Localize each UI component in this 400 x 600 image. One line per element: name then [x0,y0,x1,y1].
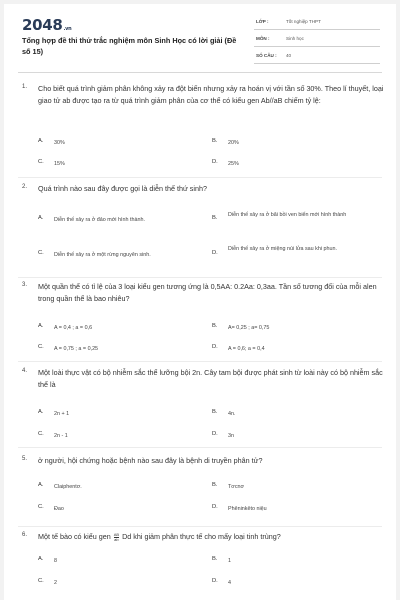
option-text: 25% [228,161,239,167]
option-letter: B. [212,138,218,144]
genotype-fraction [114,533,119,542]
option-text: 1 [228,558,231,564]
option-letter: C. [38,344,44,350]
question-6 [4,532,396,598]
fraction-denominator: ab [114,536,119,542]
option-text: Đao [54,506,64,512]
option-letter: C. [38,159,44,165]
option-text: 2n + 1 [54,411,70,417]
option-letter: D. [212,159,218,165]
question-number: 3. [22,282,28,288]
document-title: Tổng hợp đề thi thử trắc nghiệm môn Sinh Học có lời giải (Đề số 15) [22,36,237,56]
question-text: ở người, hội chứng hoặc bệnh nào sau đây là bệnh di truyền phân tử? [38,456,263,465]
option-text: A= 0,25 ; a= 0,75 [228,325,270,331]
option-letter: B. [212,482,218,488]
question-text-before: Một tế bào có kiểu gen [38,532,111,541]
meta-value: Sinh học [286,36,304,41]
question-5 [4,456,396,522]
header-divider [18,72,382,73]
question-number: 4. [22,368,28,374]
option-text: Diễn thế xảy ra ở miệng núi lửa sau khi phun. [228,246,338,252]
option-letter: C. [38,578,44,584]
document-page [4,4,396,600]
option-text: Tơcnơ [228,484,245,490]
question-number: 2. [22,184,28,190]
option-letter: C. [38,250,44,256]
option-letter: B. [212,556,218,562]
option-text: Diễn thế xảy ra ở bãi bồi ven biển mới hình thành [228,212,347,218]
meta-label: LỚP : [256,19,269,24]
option-text: 20% [228,140,239,146]
option-letter: D. [212,504,218,510]
question-separator [18,361,382,362]
question-number: 5. [22,456,28,462]
option-text: 4n. [228,411,236,417]
option-letter: A. [38,482,44,488]
question-text: Cho biết quá trình giảm phân không xảy ra đột biến nhưng xảy ra hoán vị với tần số 30%. Theo lí thuyết, loại giao tử ab được tạo ra từ quá trình giảm phân của cơ thể có kiểu gen Ab//aB chiếm tỷ lệ: [38,84,384,105]
question-separator [18,447,382,448]
meta-label: MÔN : [256,36,270,41]
meta-row-count [254,50,380,64]
question-text: Một quần thể có tỉ lệ của 3 loại kiểu gen tương ứng là 0,5AA: 0.2Aa: 0,3aa. Tần số tương đối của mỗi alen trong quần thể là bao nhiêu? [38,282,377,303]
option-letter: C. [38,504,44,510]
option-letter: A. [38,323,44,329]
question-separator [18,177,382,178]
question-separator [18,277,382,278]
meta-value: 40 [286,53,292,58]
option-letter: D. [212,344,218,350]
question-1 [4,84,396,174]
option-letter: A. [38,409,44,415]
fraction-numerator: AB [113,531,120,537]
option-letter: A. [38,138,44,144]
question-3 [4,282,396,362]
option-text: 8 [54,558,57,564]
meta-value: Tốt nghiệp THPT [286,19,321,24]
option-letter: A. [38,556,44,562]
option-text: 2 [54,580,57,586]
option-text: Phêninkêto niệu [228,506,267,512]
option-letter: B. [212,323,218,329]
option-letter: A. [38,215,44,221]
option-text: Claiphentơ. [54,484,82,490]
logo-text: 2048 [22,16,63,34]
logo-suffix: .vn [63,26,72,32]
question-2 [4,184,396,274]
question-text [38,531,386,543]
option-letter: B. [212,215,218,221]
question-number: 1. [22,84,28,90]
option-text: A = 0,4 ; a = 0,6 [54,325,93,331]
question-separator [18,526,382,527]
document-meta [254,16,380,67]
option-text: 3n [228,433,234,439]
question-text: Quá trình nào sau đây được gọi là diễn thế thứ sinh? [38,184,207,193]
site-logo[interactable] [22,16,71,34]
option-letter: C. [38,431,44,437]
option-text: 30% [54,140,65,146]
option-text: A = 0,75 ; a = 0,25 [54,346,99,352]
option-letter: D. [212,431,218,437]
question-number: 6. [22,532,28,538]
option-text: 2n - 1 [54,433,68,439]
question-text-after: Dd khi giảm phân thực tế cho mấy loại tinh trùng? [122,532,281,541]
document-header [4,4,396,70]
question-text: Một loài thực vật có bộ nhiễm sắc thể lưỡng bội 2n. Cây tam bội được phát sinh từ loài này có bộ nhiễm sắc thể là [38,368,383,389]
option-text: Diễn thế xảy ra ở một rừng nguyên sinh. [54,252,151,258]
option-text: 4 [228,580,231,586]
option-letter: B. [212,409,218,415]
meta-row-grade [254,16,380,30]
option-text: A = 0,6; a = 0,4 [228,346,265,352]
option-letter: D. [212,250,218,256]
meta-label: SỐ CÂU : [256,53,277,58]
question-4 [4,368,396,448]
option-text: Diễn thế xảy ra ở đảo mới hình thành. [54,217,145,223]
meta-row-subject [254,33,380,47]
option-text: 15% [54,161,65,167]
option-letter: D. [212,578,218,584]
